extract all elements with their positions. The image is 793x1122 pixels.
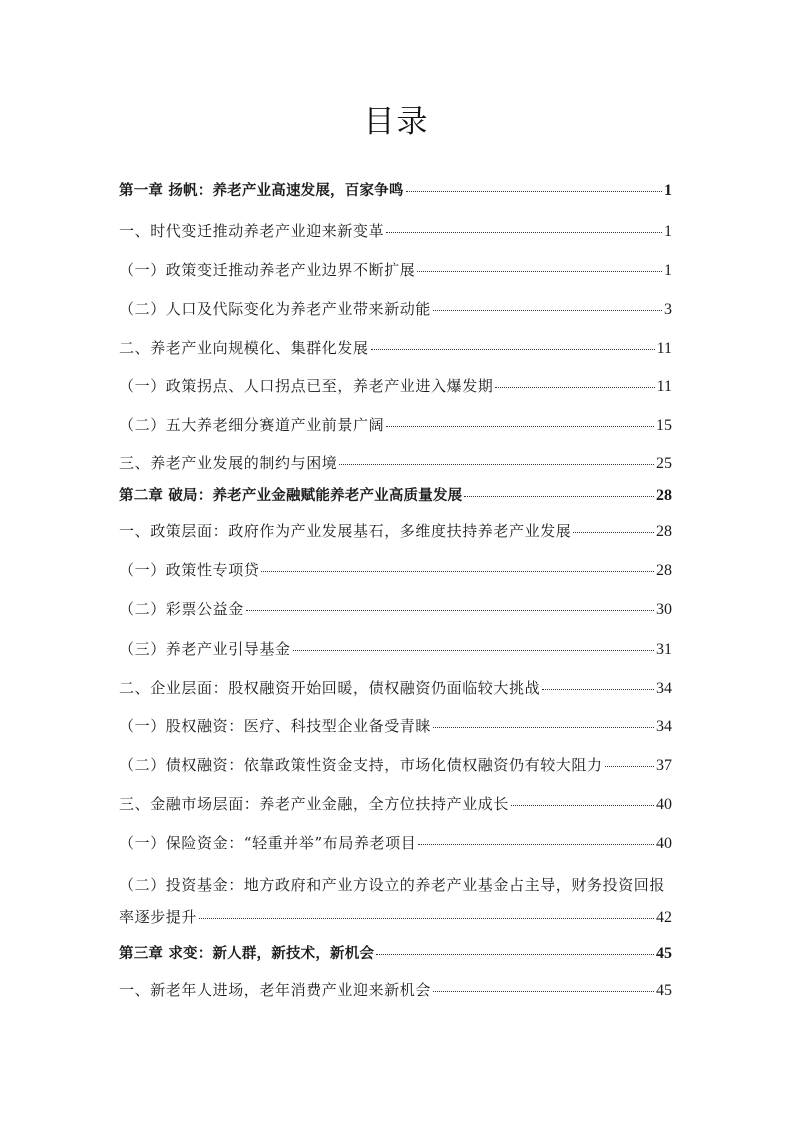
toc-entry-page: 15 <box>656 417 672 434</box>
toc-entry-page: 1 <box>664 182 672 199</box>
dot-leader <box>386 426 654 427</box>
toc-entry[interactable] <box>119 678 672 698</box>
toc-entry-page: 28 <box>656 523 672 540</box>
dot-leader <box>199 918 654 919</box>
toc-entry-text: 第一章 扬帆：养老产业高速发展，百家争鸣 <box>119 183 404 199</box>
toc-entry-page: 45 <box>656 945 672 962</box>
toc-entry[interactable] <box>119 221 672 241</box>
toc-entry[interactable] <box>119 794 672 814</box>
toc-entry[interactable] <box>119 755 672 775</box>
toc-entry-page: 11 <box>656 340 672 357</box>
toc-entry-page: 34 <box>656 680 672 697</box>
toc-entry-page: 34 <box>656 718 672 735</box>
toc-entry[interactable] <box>119 875 672 927</box>
toc-entry-text: 一、政策层面：政府作为产业发展基石，多维度扶持养老产业发展 <box>119 522 572 540</box>
dot-leader <box>339 464 654 465</box>
toc-entry-text: （三）养老产业引导基金 <box>119 640 291 658</box>
toc-entry-text: （一）政策拐点、人口拐点已至，养老产业进入爆发期 <box>119 377 494 395</box>
toc-entry-text: 二、企业层面：股权融资开始回暖，债权融资仍面临较大挑战 <box>119 679 541 697</box>
toc-entry[interactable] <box>119 833 672 853</box>
toc-entry-page: 30 <box>656 601 672 618</box>
toc-entry-text: （一）政策变迁推动养老产业边界不断扩展 <box>119 261 416 279</box>
toc-entry[interactable] <box>119 415 672 435</box>
toc-entry[interactable] <box>119 338 672 358</box>
toc-entry-text: 一、时代变迁推动养老产业迎来新变革 <box>119 222 385 240</box>
dot-leader <box>261 571 654 572</box>
toc-entry[interactable] <box>119 260 672 280</box>
toc-entry-text: （二）债权融资：依靠政策性资金支持，市场化债权融资仍有较大阻力 <box>119 756 603 774</box>
dot-leader <box>417 271 662 272</box>
dot-leader <box>495 387 654 388</box>
toc-entry-page: 1 <box>664 223 672 240</box>
toc-entry-page: 25 <box>656 455 672 472</box>
toc-entry[interactable] <box>119 486 672 506</box>
dot-leader <box>386 232 662 233</box>
dot-leader <box>376 954 654 955</box>
toc-entry-text: （二）彩票公益金 <box>119 600 244 618</box>
toc-entry[interactable] <box>119 521 672 541</box>
toc-entry-page: 37 <box>656 757 672 774</box>
toc-entry[interactable] <box>119 453 672 473</box>
toc-entry-text: 二、养老产业向规模化、集群化发展 <box>119 339 369 357</box>
toc-entry-page: 1 <box>664 262 672 279</box>
dot-leader <box>433 727 654 728</box>
dot-leader <box>418 844 654 845</box>
toc-entry-page: 31 <box>656 641 672 658</box>
dot-leader <box>371 349 655 350</box>
toc-entry[interactable] <box>119 639 672 659</box>
toc-entry[interactable] <box>119 980 672 1000</box>
toc-entry[interactable] <box>119 944 672 964</box>
toc-entry[interactable] <box>119 376 672 396</box>
dot-leader <box>605 766 654 767</box>
dot-leader <box>464 496 654 497</box>
toc-entry-text: （一）政策性专项贷 <box>119 561 260 579</box>
toc-entry[interactable] <box>119 716 672 736</box>
toc-entry[interactable] <box>119 181 672 201</box>
toc-entry[interactable] <box>119 560 672 580</box>
toc-entry-page: 40 <box>656 796 672 813</box>
toc-entry-page: 11 <box>656 378 672 395</box>
toc-entry-text: 三、金融市场层面：养老产业金融，全方位扶持产业成长 <box>119 795 510 813</box>
toc-entry-text: 第二章 破局：养老产业金融赋能养老产业高质量发展 <box>119 488 463 504</box>
toc-entry-page: 42 <box>656 909 672 926</box>
toc-entry-page: 45 <box>656 982 672 999</box>
toc-entry-text: （一）保险资金：“轻重并举”布局养老项目 <box>119 834 417 852</box>
toc-entry-page: 28 <box>656 562 672 579</box>
dot-leader <box>433 991 654 992</box>
dot-leader <box>573 532 654 533</box>
toc-entry-page: 40 <box>656 835 672 852</box>
toc-entry-text: 三、养老产业发展的制约与困境 <box>119 454 338 472</box>
dot-leader <box>511 805 654 806</box>
toc-title: 目录 <box>363 104 430 140</box>
toc-entry-text: 一、新老年人进场，老年消费产业迎来新机会 <box>119 981 432 999</box>
dot-leader <box>406 191 662 192</box>
dot-leader <box>293 650 654 651</box>
toc-entry-text-continued: 率逐步提升 <box>119 908 198 926</box>
toc-entry-page: 28 <box>656 487 672 504</box>
toc-entry-text: （二）人口及代际变化为养老产业带来新动能 <box>119 300 432 318</box>
dot-leader <box>433 310 662 311</box>
toc-entry-text: （一）股权融资：医疗、科技型企业备受青睐 <box>119 717 432 735</box>
dot-leader <box>542 689 654 690</box>
dot-leader <box>246 610 654 611</box>
toc-entry-text: （二）五大养老细分赛道产业前景广阔 <box>119 416 385 434</box>
toc-entry-page: 3 <box>664 301 672 318</box>
toc-entry-text: （二）投资基金：地方政府和产业方设立的养老产业基金占主导，财务投资回报 <box>119 876 666 894</box>
toc-entry[interactable] <box>119 299 672 319</box>
toc-entry[interactable] <box>119 599 672 619</box>
toc-entry-text: 第三章 求变：新人群，新技术，新机会 <box>119 946 375 962</box>
